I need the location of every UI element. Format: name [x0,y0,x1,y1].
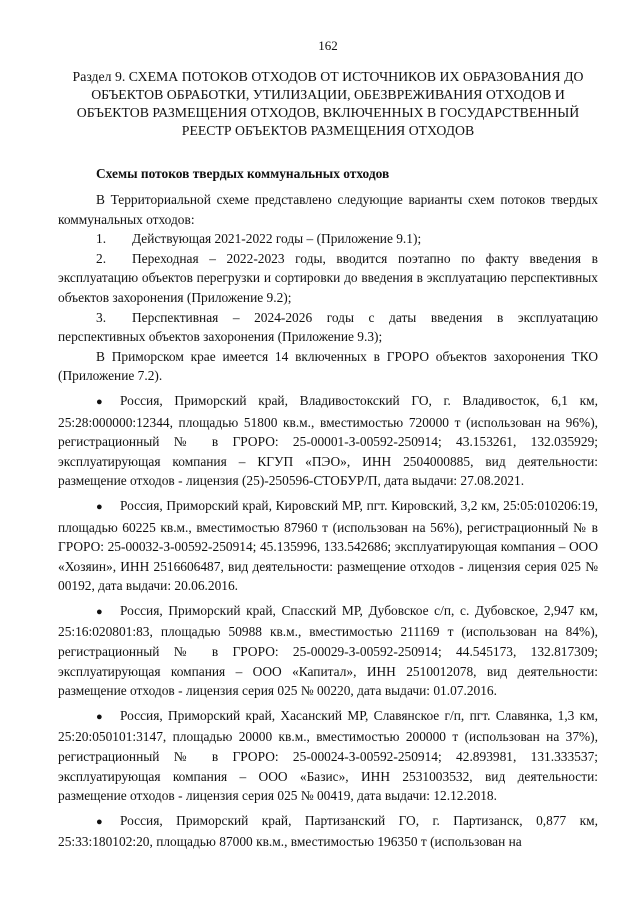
list-item [58,391,598,491]
section-title: Раздел 9. СХЕМА ПОТОКОВ ОТХОДОВ ОТ ИСТОЧНИКОВ ИХ ОБРАЗОВАНИЯ ДО ОБЪЕКТОВ ОБРАБОТКИ, УТИЛИЗАЦИИ, ОБЕЗВРЕЖИВАНИЯ ОТХОДОВ И ОБЪЕКТОВ РАЗМЕЩЕНИЯ ОТХОДОВ, ВКЛЮЧЕННЫХ В ГОСУДАРСТВЕННЫЙ РЕЕСТР ОБЪЕКТОВ РАЗМЕЩЕНИЯ ОТХОДОВ [72,68,584,139]
bullet-icon: ● [96,395,103,408]
item-number: 3. [96,309,107,325]
bullet-icon: ● [96,605,103,618]
bullet-icon: ● [96,710,103,723]
summary-paragraph: В Приморском крае имеется 14 включенных в ГРОРО объектов захоронения ТКО (Приложение 7.2). [58,348,598,384]
list-item-text: Россия, Приморский край, Партизанский ГО, г. Партизанск, 0,877 км, 25:33:180102:20, площадью 87000 кв.м., вместимостью 196350 т (использован на [58,812,598,850]
item-number: 1. [96,231,107,247]
bullet-icon: ● [96,815,103,828]
item-text: Переходная – 2022-2023 годы, вводится поэтапно по факту введения в эксплуатацию объектов перегрузки и сортировки до введения в эксплуатацию перспективных объектов захоронения (Приложение 9.2); [58,250,598,305]
numbered-item [58,308,598,347]
numbered-item [58,229,598,249]
subheading: Схемы потоков твердых коммунальных отходов [96,166,390,182]
list-item [58,601,598,701]
list-item-text: Россия, Приморский край, Владивостокский ГО, г. Владивосток, 6,1 км, 25:28:000000:12344, площадью 51800 кв.м., вместимостью 720000 т (использован на 96%), регистрационный № в ГРОРО: 25-00001-З-00592-250914; 43.153261, 132.035929; эксплуатирующая компания – КГУП «ПЭО», ИНН 2504000885, вид деятельности: размещение отходов - лицензия (25)-250596-СТОБУР/П, дата выдачи: 27.08.2021. [58,392,598,489]
item-text: Действующая 2021-2022 годы – (Приложение 9.1); [132,231,422,247]
intro-paragraph: В Территориальной схеме представлено следующие варианты схем потоков твердых коммунальных отходов: [58,192,598,227]
bullet-icon: ● [96,500,103,513]
list-item [58,811,598,852]
item-number: 2. [96,250,107,266]
list-item [58,706,598,806]
list-item [58,496,598,596]
list-item-text: Россия, Приморский край, Кировский МР, пгт. Кировский, 3,2 км, 25:05:010206:19, площадью 60225 кв.м., вместимостью 87960 т (использован на 56%), регистрационный № в ГРОРО: 25-00032-З-00592-250914; 45.135996, 133.542686; эксплуатирующая компания – ООО «Хозяин», ИНН 2516606487, вид деятельности: размещение отходов - лицензия серия 025 № 00192, дата выдачи: 20.06.2016. [58,497,598,594]
list-item-text: Россия, Приморский край, Хасанский МР, Славянское г/п, пгт. Славянка, 1,3 км, 25:20:050101:3147, площадью 20000 кв.м., вместимостью 200000 т (использован на 37%), регистрационный № в ГРОРО: 25-00024-З-00592-250914; 42.893981, 131.333537; эксплуатирующая компания – ООО «Базис», ИНН 2531003532, вид деятельности: размещение отходов - лицензия серия 025 № 00419, дата выдачи: 12.12.2018. [58,707,598,804]
page-number: 162 [318,38,338,53]
numbered-item [58,249,598,308]
list-item-text: Россия, Приморский край, Спасский МР, Дубовское с/п, с. Дубовское, 2,947 км, 25:16:020801:83, площадью 50988 кв.м., вместимостью 211169 т (использован на 84%), регистрационный № в ГРОРО: 25-00029-З-00592-250914; 44.545173, 132.817309; эксплуатирующая компания – ООО «Капитал», ИНН 2510012078, вид деятельности: размещение отходов - лицензия серия 025 № 00220, дата выдачи: 01.07.2016. [58,602,598,699]
item-text: Перспективная – 2024-2026 годы с даты введения в эксплуатацию перспективных объектов захоронения (Приложение 9.3); [58,309,598,345]
